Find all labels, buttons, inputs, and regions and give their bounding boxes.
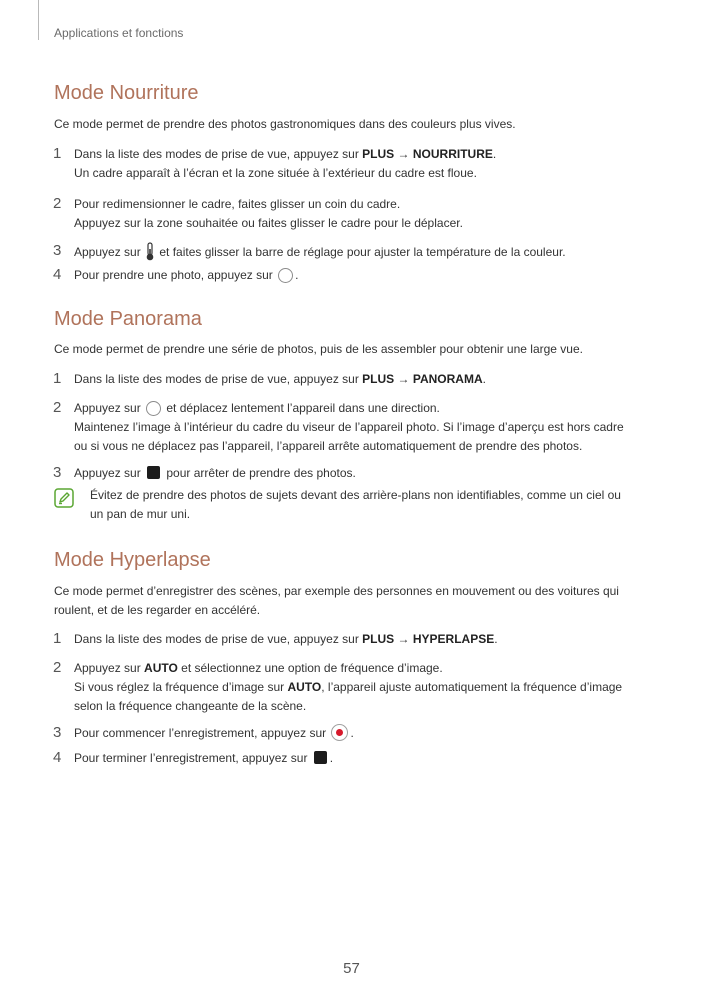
step-number: 4 (53, 266, 62, 283)
hyperlapse-step-2: Appuyez sur AUTO et sélectionnez une option de fréquence d’image. Si vous réglez la fréquence d’image sur AUTO, l’appareil ajuste automatiquement la fréquence d’image selon la fréquence changeante de la scène. (74, 661, 623, 713)
hyperlapse-step-1: Dans la liste des modes de prise de vue, appuyez sur PLUS → HYPERLAPSE. (74, 632, 498, 646)
page-number: 57 (343, 960, 360, 977)
food-step-1: Dans la liste des modes de prise de vue, appuyez sur PLUS → NOURRITURE. Un cadre apparaît à l’écran et la zone située à l’extérieur du cadre est floue. (74, 147, 497, 180)
step-number: 3 (53, 724, 62, 741)
hyperlapse-step-3: Pour commencer l’enregistrement, appuyez sur . (74, 726, 354, 740)
panorama-step-3: Appuyez sur pour arrêter de prendre des photos. (74, 466, 356, 480)
step-number: 1 (53, 630, 62, 647)
shutter-button-icon (278, 268, 293, 283)
section-title-hyperlapse: Mode Hyperlapse (54, 549, 211, 571)
panorama-step-1: Dans la liste des modes de prise de vue, appuyez sur PLUS → PANORAMA. (74, 372, 486, 386)
step-number: 2 (53, 659, 62, 676)
record-button-icon (331, 724, 348, 741)
food-step-3: Appuyez sur et faites glisser la barre de réglage pour ajuster la température de la couleur. (74, 242, 654, 262)
hyperlapse-step-4: Pour terminer l’enregistrement, appuyez sur . (74, 751, 334, 765)
section-title-panorama: Mode Panorama (54, 308, 202, 330)
stop-button-icon (147, 466, 160, 479)
shutter-button-icon (146, 401, 161, 416)
food-intro: Ce mode permet de prendre des photos gastronomiques dans des couleurs plus vives. (54, 117, 516, 131)
stop-button-icon (314, 751, 327, 764)
header-rule (38, 0, 39, 40)
note-pencil-icon (54, 488, 74, 508)
step-number: 1 (53, 145, 62, 162)
panorama-intro: Ce mode permet de prendre une série de photos, puis de les assembler pour obtenir une large vue. (54, 342, 583, 356)
panorama-step-2: Appuyez sur et déplacez lentement l’appareil dans une direction. Maintenez l’image à l’intérieur du cadre du viseur de l’appareil photo. Si l’image d’aperçu est hors cadre ou si vous ne déplacez pas l’appareil, l’appareil arrête automatiquement de prendre des photos. (74, 401, 624, 453)
section-title-food: Mode Nourriture (54, 82, 199, 104)
step-number: 3 (53, 464, 62, 481)
step-number: 1 (53, 370, 62, 387)
step-number: 4 (53, 749, 62, 766)
food-step-2: Pour redimensionner le cadre, faites glisser un coin du cadre. Appuyez sur la zone souhaitée ou faites glisser le cadre pour le déplacer. (74, 197, 463, 230)
step-number: 3 (53, 242, 62, 259)
hyperlapse-intro: Ce mode permet d’enregistrer des scènes, par exemple des personnes en mouvement ou des voitures qui roulent, et de les regarder en accéléré. (54, 584, 619, 617)
step-number: 2 (53, 195, 62, 212)
running-header: Applications et fonctions (54, 26, 184, 40)
step-number: 2 (53, 399, 62, 416)
panorama-note: Évitez de prendre des photos de sujets devant des arrière-plans non identifiables, comme un ciel ou un pan de mur uni. (90, 488, 621, 521)
food-step-4: Pour prendre une photo, appuyez sur . (74, 268, 299, 282)
thermometer-icon (145, 242, 155, 261)
